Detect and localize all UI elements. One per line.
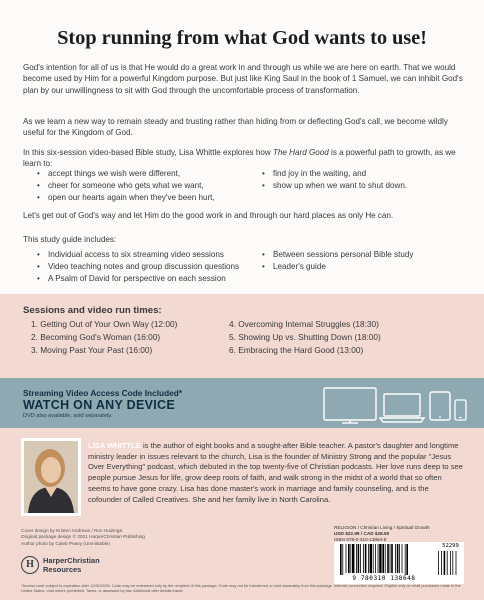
publisher-name-line: HarperChristian [43,556,100,565]
publisher-logo [21,556,131,578]
session-item: 6. Embracing the Hard Good (13:00) [229,345,364,356]
barcode-bar [346,544,347,573]
barcode-bar [356,544,357,573]
barcode-bar [397,544,399,573]
list-item: • show up when we want to shut down. [262,180,462,192]
design-credits [21,528,171,547]
author-section [0,428,484,600]
barcode-addon-bar [450,551,451,575]
barcode-bar [395,544,396,573]
credit-line: Original package design © 2021 HarperChristian Publishing [21,534,145,540]
barcode-bar [340,544,342,575]
author-bio [88,441,464,505]
description-section [0,0,484,294]
publisher-name-line: Resources [43,564,82,574]
learn-list-right [262,168,462,192]
list-item: • Video teaching notes and group discussion questions [37,261,267,273]
barcode-bar [382,544,384,573]
session-item: 5. Showing Up vs. Shutting Down (18:00) [229,332,381,343]
list-item: • Between sessions personal Bible study [262,249,462,261]
barcode-bar [342,544,343,575]
barcode-bar [348,544,350,573]
bio-body: is the author of eight books and a sought-after Bible teacher. A pastor's daughter and longtime ministry leader in issues relevant to the church, Lisa is the founder of Ministry Strong and the popular "Jesus Over Everything" podcast, which debuted in the top twenty-five of Christian podcasts. Her love runs deep to see people pursue Jesus for life, grow deep roots of faith, and walk strong in the midst of a world that so often seems to have gone crazy. Lisa has done master's work in marriage and family counseling, and is the cofounder of Called Creatives. She and her family live in North Carolina. [88,441,463,504]
publisher-name [43,557,100,574]
barcode-bar [402,544,403,573]
publisher-mark-icon: H [21,556,39,574]
book-meta [334,525,464,544]
barcode-addon-bar [447,551,448,575]
barcode-bar [350,544,351,573]
barcode-addon: 52299 [442,543,459,549]
book-title: The Hard Good [272,148,329,157]
list-item: • accept things we wish were different, [37,168,267,180]
session-item: 3. Moving Past Your Past (16:00) [31,345,153,356]
barcode-addon-bar [444,551,446,575]
guide-list-left [37,249,267,284]
learn-list-left [37,168,267,203]
headline: Stop running from what God wants to use! [57,27,427,49]
list-item: • find joy in the waiting, and [262,168,462,180]
closing-paragraph: Let's get out of God's way and let Him do the good work in and through our hard places as only He can. [23,211,394,220]
barcode-bar [363,544,364,573]
session-item: 1. Getting Out of Your Own Way (12:00) [31,319,178,329]
intro-paragraph-3 [23,147,465,170]
guide-intro: This study guide includes: [23,235,117,244]
intro-paragraph-1: God's intention for all of us is that He would do a great work in and through us while we are here on earth. That we would become used by Him for a powerful Kingdom purpose. But just like King Saul in the book of 1 Samuel, we can inhibit God's plan by our unwillingness to sit with God through the uncomfortable process of transformation. [23,63,463,95]
barcode-addon-bar [452,551,453,575]
session-item: 4. Overcoming Internal Struggles (18:30) [229,319,379,329]
credit-line: Author photo by Caleb Peavy (Unmistable) [21,540,110,546]
barcode-bar [370,544,372,573]
author-name: LISA WHITTLE [88,441,141,450]
barcode-bar [379,544,381,573]
list-item: • Individual access to six streaming video sessions [37,249,267,261]
dvd-note: DVD also available, sold separately. [23,413,113,419]
barcode-bar [405,544,406,575]
sessions-title: Sessions and video run times: [23,305,162,316]
barcode-bar [365,544,367,573]
barcode-bar [360,544,361,573]
barcode-bar [375,544,376,573]
barcode-addon-bar [456,551,457,575]
sessions-list-left [31,318,241,358]
fine-print: *Access code subject to expiration after 12/31/2026. Code may be redeemed only by the recipient of this package. Code may not be transferred or sold separately from this package. Internet connection required. Eligible only on retail purchases made in the United States. Void where prohibited. Taxes, or assessed by law. Additional offer details inside. [21,583,461,593]
list-item: • cheer for someone who gets what we want, [37,180,267,192]
barcode-bar [373,544,374,573]
barcode-digits: 9 780310 138648 [352,575,416,582]
session-item: 2. Becoming God's Woman (16:00) [31,332,161,343]
intro-text: is a powerful path to growth, as we learn to: [23,148,456,169]
price: USD $22.99 / CAD $28.50 [334,531,390,537]
list-item: • A Psalm of David for perspective on each session [37,273,267,285]
barcode-bar [358,544,360,573]
streaming-headline: WATCH ON ANY DEVICE [23,398,176,412]
barcode-bar [406,544,408,575]
intro-text: In this six-session video-based Bible study, Lisa Whittle explores how [23,148,273,157]
barcode-addon-bar [438,551,439,575]
barcode-bar [368,544,369,573]
barcode-addon-bar [441,551,442,575]
barcode-bar [385,544,386,573]
streaming-banner [0,378,484,428]
barcode [334,542,464,584]
list-item: • Leader's guide [262,261,462,273]
devices-icon [320,382,470,426]
barcode-bar [387,544,389,573]
barcode-bar [390,544,391,573]
category: RELIGION / Christian Living / Spiritual Growth [334,525,430,530]
streaming-label: Streaming Video Access Code Included* [23,388,183,398]
intro-paragraph-2: As we learn a new way to remain steady and trusting rather than hiding from or deflecting God's call, we become wildly useful for the Kingdom of God. [23,117,448,138]
sessions-section [0,294,484,378]
credit-line: Cover design by Kristen Andrews / Ron Huizinga [21,528,123,533]
author-photo [21,438,81,516]
barcode-bar [399,544,400,573]
barcode-bar [352,544,354,573]
sessions-list-right [229,318,459,358]
author-photo-illustration [24,441,78,513]
isbn-label: ISBN 978-0-310-13864-8 [334,537,387,543]
barcode-bar [378,544,379,573]
barcode-bar [391,544,393,573]
guide-list-right [262,249,462,273]
list-item: • open our hearts again when they've been hurt, [37,192,267,204]
